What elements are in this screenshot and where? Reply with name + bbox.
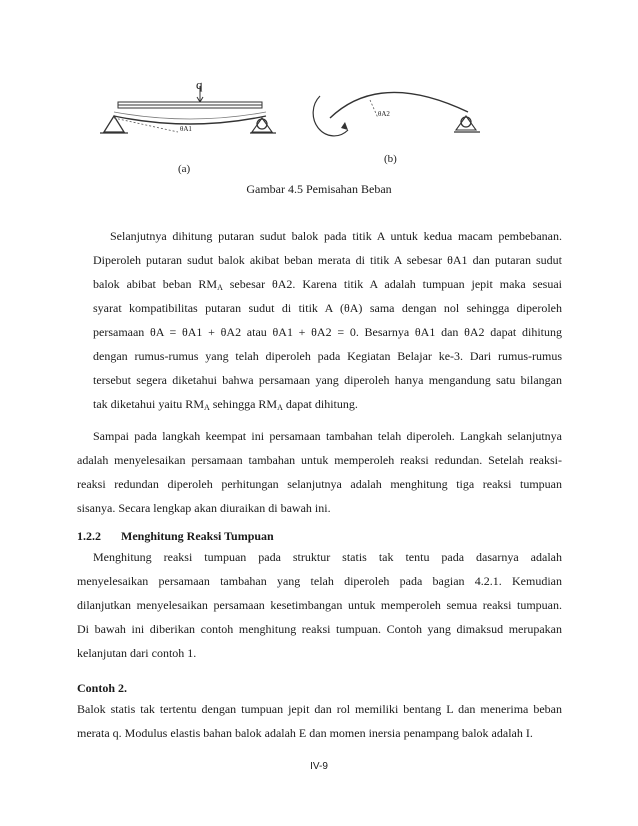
beam-b-diagram <box>313 92 480 136</box>
moment-arrow <box>313 96 348 136</box>
paragraph-1-line-5: persamaan θA = θA1 + θA2 atau θA1 + θA2 = 0. Besarnya θA1 dan θA2 dapat dihitung <box>93 325 562 339</box>
section-title: Menghitung Reaksi Tumpuan <box>121 529 274 543</box>
paragraph-3-line-3: dilanjutkan menyelesaikan persamaan kesetimbangan untuk memperoleh semua reaksi tumpuan. <box>77 598 562 612</box>
paragraph-3 <box>77 545 562 665</box>
paragraph-2 <box>77 424 562 520</box>
page-number: IV-9 <box>310 761 328 772</box>
paragraph-1-line-8: tak diketahui yaitu $RM_A$ sehingga $RM_A$ dapat dihitung. <box>93 397 358 412</box>
section-heading <box>77 529 274 544</box>
example-title: Contoh 2. <box>77 681 128 695</box>
figure-caption: Gambar 4.5 Pemisahan Beban <box>246 182 392 196</box>
example-body <box>77 697 562 745</box>
paragraph-1-line-3: balok abibat beban $RM_A$ sebesar θA2. Karena titik A adalah tumpuan jepit maka sesuai <box>93 277 562 292</box>
paragraph-1-line-2: Diperoleh putaran sudut balok akibat beban merata di titik A sebesar θA1 dan putaran sudut <box>93 253 562 267</box>
paragraph-2-line-4: sisanya. Secara lengkap akan diuraikan di bawah ini. <box>77 501 331 515</box>
load-q-label: q <box>196 77 203 92</box>
deflected-beam-b <box>330 92 468 118</box>
paragraph-1-line-1: Selanjutnya dihitung putaran sudut balok pada titik A untuk kedua macam pembebanan. <box>110 229 562 243</box>
roller-support-b <box>461 117 471 127</box>
paragraph-3-line-4: Di bawah ini diberikan contoh menghitung reaksi tumpuan. Contoh yang dimaksud merupakan <box>77 622 562 636</box>
paragraph-1-line-6: dengan rumus-rumus yang telah diperoleh pada Kegiatan Belajar ke-3. Dari rumus-rumus <box>93 349 562 363</box>
section-number: 1.2.2 <box>77 529 101 543</box>
paragraph-2-line-2: adalah menyelesaikan persamaan tambahan untuk memperoleh reaksi redundan. Setelah reaksi- <box>77 453 562 467</box>
paragraph-3-line-2: menyelesaikan persamaan tambahan yang telah diperoleh pada bagian 4.2.1. Kemudian <box>77 574 562 588</box>
paragraph-1 <box>93 224 562 416</box>
theta-a1-label: θA1 <box>180 125 192 133</box>
paragraph-3-line-5: kelanjutan dari contoh 1. <box>77 646 197 660</box>
roller-support-a <box>257 119 267 129</box>
paragraph-3-line-1: Menghitung reaksi tumpuan pada struktur statis tak tentu pada dasarnya adalah <box>93 550 562 564</box>
paragraph-2-line-1: Sampai pada langkah keempat ini persamaan tambahan telah diperoleh. Langkah selanjutnya <box>93 429 562 443</box>
figure-label-a: (a) <box>178 163 191 175</box>
theta-a2-label: θA2 <box>378 110 390 118</box>
example-line-2: merata q. Modulus elastis bahan balok adalah E dan momen inersia penampang balok adalah I. <box>77 726 533 740</box>
beam-figure <box>0 0 638 200</box>
figure-label-b: (b) <box>384 153 397 165</box>
example-line-1: Balok statis tak tertentu dengan tumpuan jepit dan rol memiliki bentang L dan menerima beban <box>77 702 562 716</box>
paragraph-2-line-3: reaksi redundan diperoleh perhitungan selanjutnya adalah menghitung tiga reaksi tumpuan <box>77 477 562 491</box>
paragraph-1-line-7: tersebut segera diketahui bahwa persamaan yang diperoleh hanya mengandung satu bilangan <box>93 373 562 387</box>
deflected-beam-a <box>114 116 266 124</box>
paragraph-1-line-4: syarat kompatibilitas putaran sudut di titik A (θA) sama dengan nol sehingga diperoleh <box>93 301 562 315</box>
